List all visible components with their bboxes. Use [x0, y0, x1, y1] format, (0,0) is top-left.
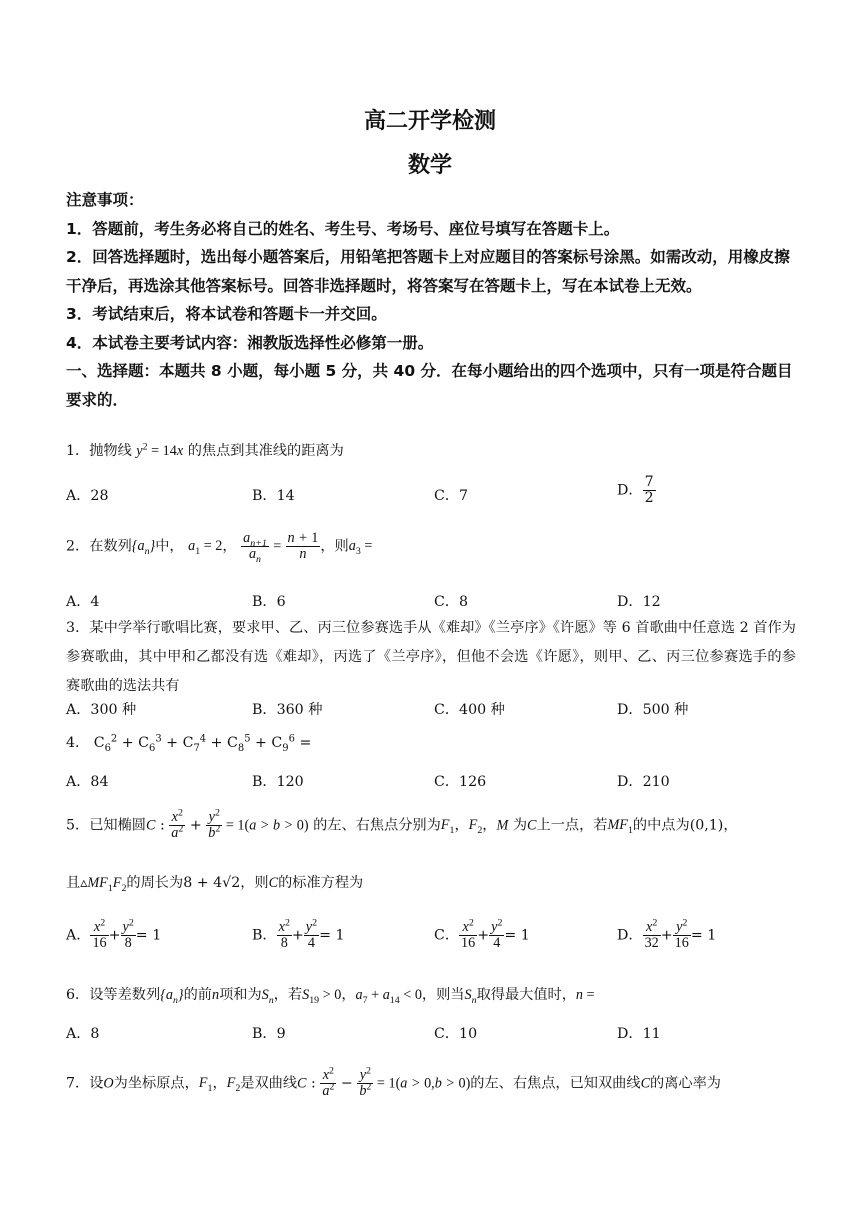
option-b[interactable]: B．6 — [252, 594, 286, 610]
q1-prefix: 1．抛物线 — [66, 443, 132, 459]
question-3: 3．某中学举行歌唱比赛，要求甲、乙、丙三位参赛选手从《难却》《兰亭序》《许愿》等 6 首歌曲中任意选 2 首作为参赛歌曲，其中甲和乙都没有选《难却》，丙选了《兰亭序》，但他不会选《许愿》，则甲、乙、丙三位参赛选手的参赛歌曲的选法共有 — [66, 620, 796, 694]
question-5-line2: 且$▵MF_1F_2$的周长为8 + 4√2，则C的标准方程为 — [66, 875, 364, 894]
option-d[interactable]: D．11 — [617, 1026, 661, 1042]
option-a[interactable]: A．28 — [66, 488, 109, 504]
option-c[interactable]: C．8 — [434, 594, 469, 610]
q4-expression: $C_6^2 + C_6^3 + C_7^4 + C_8^5 + C_9^6$ = — [93, 733, 312, 754]
note-item: 1．答题前，考生务必将自己的姓名、考生号、考场号、座位号填写在答题卡上。 — [66, 219, 620, 238]
option-d[interactable]: D．210 — [617, 774, 670, 790]
question-2: 2．在数列$\{a_n\}$中， $a_1 = 2$， $\frac{a_{n+1}}{a_n}$ = $\frac{n + 1}{n}$ ，则$a_3$ = — [66, 530, 373, 565]
option-c[interactable]: C． $\frac{x^2}{16}$ + $\frac{y^2}{4}$ = 1 — [434, 917, 530, 951]
subject-title: 数学 — [407, 153, 452, 178]
option-c[interactable]: C．10 — [434, 1026, 478, 1042]
option-d[interactable]: D． $\frac{7}{2}$ — [617, 474, 654, 506]
section-heading: 一、选择题：本题共 8 小题，每小题 5 分，共 40 分．在每小题给出的四个选项中，只有一项是符合题目要求的． — [66, 362, 793, 409]
option-d[interactable]: D． $\frac{x^2}{32}$ + $\frac{y^2}{16}$ = 1 — [617, 917, 717, 951]
option-a[interactable]: A．84 — [66, 774, 109, 790]
option-b[interactable]: B． $\frac{x^2}{8}$ + $\frac{y^2}{4}$ = 1 — [252, 917, 345, 951]
exam-title: 高二开学检测 — [363, 109, 496, 134]
q2-prefix: 2．在数列 — [66, 538, 132, 555]
option-b[interactable]: B．360 种 — [252, 702, 323, 718]
option-a[interactable]: A． $\frac{x^2}{16}$ + $\frac{y^2}{8}$ = 1 — [66, 917, 162, 951]
option-d[interactable]: D．12 — [617, 594, 661, 610]
option-a[interactable]: A．300 种 — [66, 702, 137, 718]
option-d[interactable]: D．500 种 — [617, 702, 689, 718]
q1-equation: $y^2 = 14x$ — [136, 441, 184, 459]
notes-heading: 注意事项： — [66, 191, 144, 209]
notes-block — [66, 186, 796, 414]
option-c[interactable]: C．400 种 — [434, 702, 505, 718]
d-numerator: 7 — [644, 474, 654, 490]
question-5: 5．已知椭圆C : $\frac{x^2}{a^2}$ + $\frac{y^2}{b^2}$ = 1(a > b > 0) 的左、右焦点分别为$F_1$，$F_2$，M 为C上一点，若$MF_1$的中点为(0,1)， — [66, 807, 738, 841]
note-item: 4．本试卷主要考试内容：湘教版选择性必修第一册。 — [66, 333, 434, 352]
option-a[interactable]: A．4 — [66, 594, 100, 610]
option-c[interactable]: C．7 — [434, 488, 469, 504]
question-1 — [66, 441, 796, 461]
option-b[interactable]: B．14 — [252, 488, 295, 504]
option-a[interactable]: A．8 — [66, 1026, 100, 1042]
question-7: 7．设O为坐标原点，$F_1$，$F_2$是双曲线C : $\frac{x^2}{a^2}$ − $\frac{y^2}{b^2}$ = 1(a > 0,b > 0)的左、右焦点，已知双曲线C的离心率为 — [66, 1065, 721, 1099]
note-item: 2．回答选择题时，选出每小题答案后，用铅笔把答题卡上对应题目的答案标号涂黑。如需改动，用橡皮擦干净后，再选涂其他答案标号。回答非选择题时，将答案写在答题卡上，写在本试卷上无效。 — [66, 248, 790, 295]
option-b[interactable]: B．9 — [252, 1026, 286, 1042]
option-c[interactable]: C．126 — [434, 774, 487, 790]
question-6: 6．设等差数列$\{a_n\}$的前n项和为$S_n$，若$S_{19} > 0$，$a_7 + a_{14} < 0$，则当$S_n$取得最大值时，n = — [66, 987, 595, 1006]
d-denominator: 2 — [644, 489, 654, 506]
q1-suffix: 的焦点到其准线的距离为 — [187, 443, 344, 459]
question-4: 4． $C_6^2 + C_6^3 + C_7^4 + C_8^5 + C_9^6$ = — [66, 733, 312, 754]
option-b[interactable]: B．120 — [252, 774, 304, 790]
note-item: 3．考试结束后，将本试卷和答题卡一并交回。 — [66, 305, 387, 323]
